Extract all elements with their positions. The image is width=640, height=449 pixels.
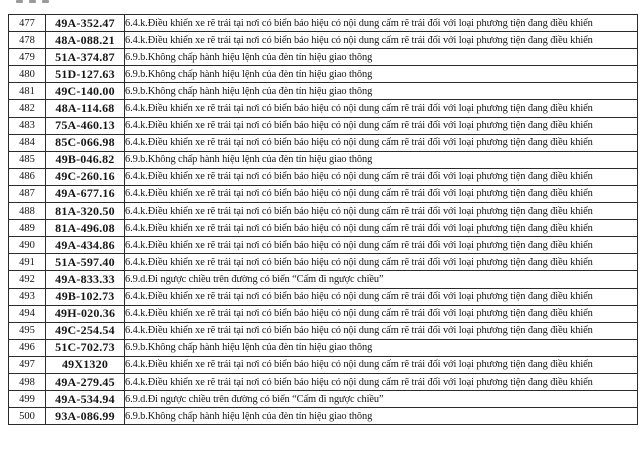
table-row — [9, 168, 638, 185]
violation-table — [8, 14, 638, 425]
table-row — [9, 305, 638, 322]
table-row — [9, 220, 638, 237]
violation-description: 6.4.k.Điều khiển xe rẽ trái tại nơi có biển báo hiệu có nội dung cấm rẽ trái đối với loại phương tiện đang điều khiển — [125, 117, 638, 134]
violation-description: 6.4.k.Điều khiển xe rẽ trái tại nơi có biển báo hiệu có nội dung cấm rẽ trái đối với loại phương tiện đang điều khiển — [125, 15, 638, 32]
cropped-text-mark — [16, 0, 23, 3]
license-plate: 49A-677.16 — [46, 185, 125, 202]
row-number: 490 — [9, 237, 46, 254]
cropped-text-remnant — [16, 0, 49, 4]
violation-description: 6.4.k.Điều khiển xe rẽ trái tại nơi có biển báo hiệu có nội dung cấm rẽ trái đối với loại phương tiện đang điều khiển — [125, 32, 638, 49]
violation-description: 6.4.k.Điều khiển xe rẽ trái tại nơi có biển báo hiệu có nội dung cấm rẽ trái đối với loại phương tiện đang điều khiển — [125, 373, 638, 390]
row-number: 482 — [9, 100, 46, 117]
license-plate: 49X1320 — [46, 356, 125, 373]
table-row — [9, 100, 638, 117]
row-number: 496 — [9, 339, 46, 356]
table-row — [9, 271, 638, 288]
table-row — [9, 288, 638, 305]
license-plate: 75A-460.13 — [46, 117, 125, 134]
license-plate: 49C-140.00 — [46, 83, 125, 100]
violation-description: 6.4.k.Điều khiển xe rẽ trái tại nơi có biển báo hiệu có nội dung cấm rẽ trái đối với loại phương tiện đang điều khiển — [125, 134, 638, 151]
license-plate: 51A-374.87 — [46, 49, 125, 66]
violation-description: 6.9.b.Không chấp hành hiệu lệnh của đèn tín hiệu giao thông — [125, 66, 638, 83]
table-row — [9, 408, 638, 425]
violation-description: 6.4.k.Điều khiển xe rẽ trái tại nơi có biển báo hiệu có nội dung cấm rẽ trái đối với loại phương tiện đang điều khiển — [125, 288, 638, 305]
violation-description: 6.4.k.Điều khiển xe rẽ trái tại nơi có biển báo hiệu có nội dung cấm rẽ trái đối với loại phương tiện đang điều khiển — [125, 203, 638, 220]
row-number: 498 — [9, 373, 46, 390]
row-number: 488 — [9, 203, 46, 220]
violation-description: 6.4.k.Điều khiển xe rẽ trái tại nơi có biển báo hiệu có nội dung cấm rẽ trái đối với loại phương tiện đang điều khiển — [125, 254, 638, 271]
row-number: 486 — [9, 168, 46, 185]
table-row — [9, 83, 638, 100]
table-row — [9, 134, 638, 151]
license-plate: 49A-833.33 — [46, 271, 125, 288]
violation-description: 6.9.d.Đi ngược chiều trên đường có biển “Cấm đi ngược chiều” — [125, 271, 638, 288]
table-row — [9, 32, 638, 49]
violation-description: 6.9.b.Không chấp hành hiệu lệnh của đèn tín hiệu giao thông — [125, 151, 638, 168]
table-row — [9, 339, 638, 356]
row-number: 492 — [9, 271, 46, 288]
violation-description: 6.4.k.Điều khiển xe rẽ trái tại nơi có biển báo hiệu có nội dung cấm rẽ trái đối với loại phương tiện đang điều khiển — [125, 322, 638, 339]
table-row — [9, 356, 638, 373]
license-plate: 51D-127.63 — [46, 66, 125, 83]
license-plate: 49B-046.82 — [46, 151, 125, 168]
table-row — [9, 66, 638, 83]
violation-description: 6.4.k.Điều khiển xe rẽ trái tại nơi có biển báo hiệu có nội dung cấm rẽ trái đối với loại phương tiện đang điều khiển — [125, 356, 638, 373]
violation-description: 6.9.b.Không chấp hành hiệu lệnh của đèn tín hiệu giao thông — [125, 49, 638, 66]
table-row — [9, 391, 638, 408]
row-number: 480 — [9, 66, 46, 83]
row-number: 499 — [9, 391, 46, 408]
license-plate: 51C-702.73 — [46, 339, 125, 356]
license-plate: 49C-254.54 — [46, 322, 125, 339]
row-number: 481 — [9, 83, 46, 100]
row-number: 491 — [9, 254, 46, 271]
violation-description: 6.9.d.Đi ngược chiều trên đường có biển “Cấm đi ngược chiều” — [125, 391, 638, 408]
license-plate: 49A-352.47 — [46, 15, 125, 32]
row-number: 487 — [9, 185, 46, 202]
license-plate: 48A-114.68 — [46, 100, 125, 117]
table-row — [9, 203, 638, 220]
row-number: 495 — [9, 322, 46, 339]
license-plate: 85C-066.98 — [46, 134, 125, 151]
violation-description: 6.4.k.Điều khiển xe rẽ trái tại nơi có biển báo hiệu có nội dung cấm rẽ trái đối với loại phương tiện đang điều khiển — [125, 100, 638, 117]
license-plate: 49A-279.45 — [46, 373, 125, 390]
violation-table-body — [9, 15, 638, 425]
row-number: 478 — [9, 32, 46, 49]
row-number: 493 — [9, 288, 46, 305]
table-row — [9, 151, 638, 168]
violation-description: 6.4.k.Điều khiển xe rẽ trái tại nơi có biển báo hiệu có nội dung cấm rẽ trái đối với loại phương tiện đang điều khiển — [125, 237, 638, 254]
license-plate: 49B-102.73 — [46, 288, 125, 305]
license-plate: 49A-534.94 — [46, 391, 125, 408]
violation-description: 6.4.k.Điều khiển xe rẽ trái tại nơi có biển báo hiệu có nội dung cấm rẽ trái đối với loại phương tiện đang điều khiển — [125, 168, 638, 185]
row-number: 483 — [9, 117, 46, 134]
row-number: 497 — [9, 356, 46, 373]
violation-description: 6.9.b.Không chấp hành hiệu lệnh của đèn tín hiệu giao thông — [125, 408, 638, 425]
table-row — [9, 237, 638, 254]
license-plate: 49A-434.86 — [46, 237, 125, 254]
license-plate: 81A-496.08 — [46, 220, 125, 237]
license-plate: 48A-088.21 — [46, 32, 125, 49]
table-row — [9, 373, 638, 390]
license-plate: 49H-020.36 — [46, 305, 125, 322]
row-number: 479 — [9, 49, 46, 66]
violation-description: 6.4.k.Điều khiển xe rẽ trái tại nơi có biển báo hiệu có nội dung cấm rẽ trái đối với loại phương tiện đang điều khiển — [125, 220, 638, 237]
license-plate: 93A-086.99 — [46, 408, 125, 425]
row-number: 484 — [9, 134, 46, 151]
table-row — [9, 185, 638, 202]
violation-description: 6.4.k.Điều khiển xe rẽ trái tại nơi có biển báo hiệu có nội dung cấm rẽ trái đối với loại phương tiện đang điều khiển — [125, 305, 638, 322]
row-number: 500 — [9, 408, 46, 425]
violation-description: 6.4.k.Điều khiển xe rẽ trái tại nơi có biển báo hiệu có nội dung cấm rẽ trái đối với loại phương tiện đang điều khiển — [125, 185, 638, 202]
violation-description: 6.9.b.Không chấp hành hiệu lệnh của đèn tín hiệu giao thông — [125, 339, 638, 356]
license-plate: 81A-320.50 — [46, 203, 125, 220]
row-number: 485 — [9, 151, 46, 168]
license-plate: 51A-597.40 — [46, 254, 125, 271]
table-row — [9, 15, 638, 32]
row-number: 494 — [9, 305, 46, 322]
table-row — [9, 254, 638, 271]
row-number: 489 — [9, 220, 46, 237]
row-number: 477 — [9, 15, 46, 32]
table-row — [9, 49, 638, 66]
license-plate: 49C-260.16 — [46, 168, 125, 185]
violation-description: 6.9.b.Không chấp hành hiệu lệnh của đèn tín hiệu giao thông — [125, 83, 638, 100]
table-row — [9, 322, 638, 339]
table-row — [9, 117, 638, 134]
cropped-text-mark — [29, 0, 36, 3]
cropped-text-mark — [42, 0, 49, 3]
